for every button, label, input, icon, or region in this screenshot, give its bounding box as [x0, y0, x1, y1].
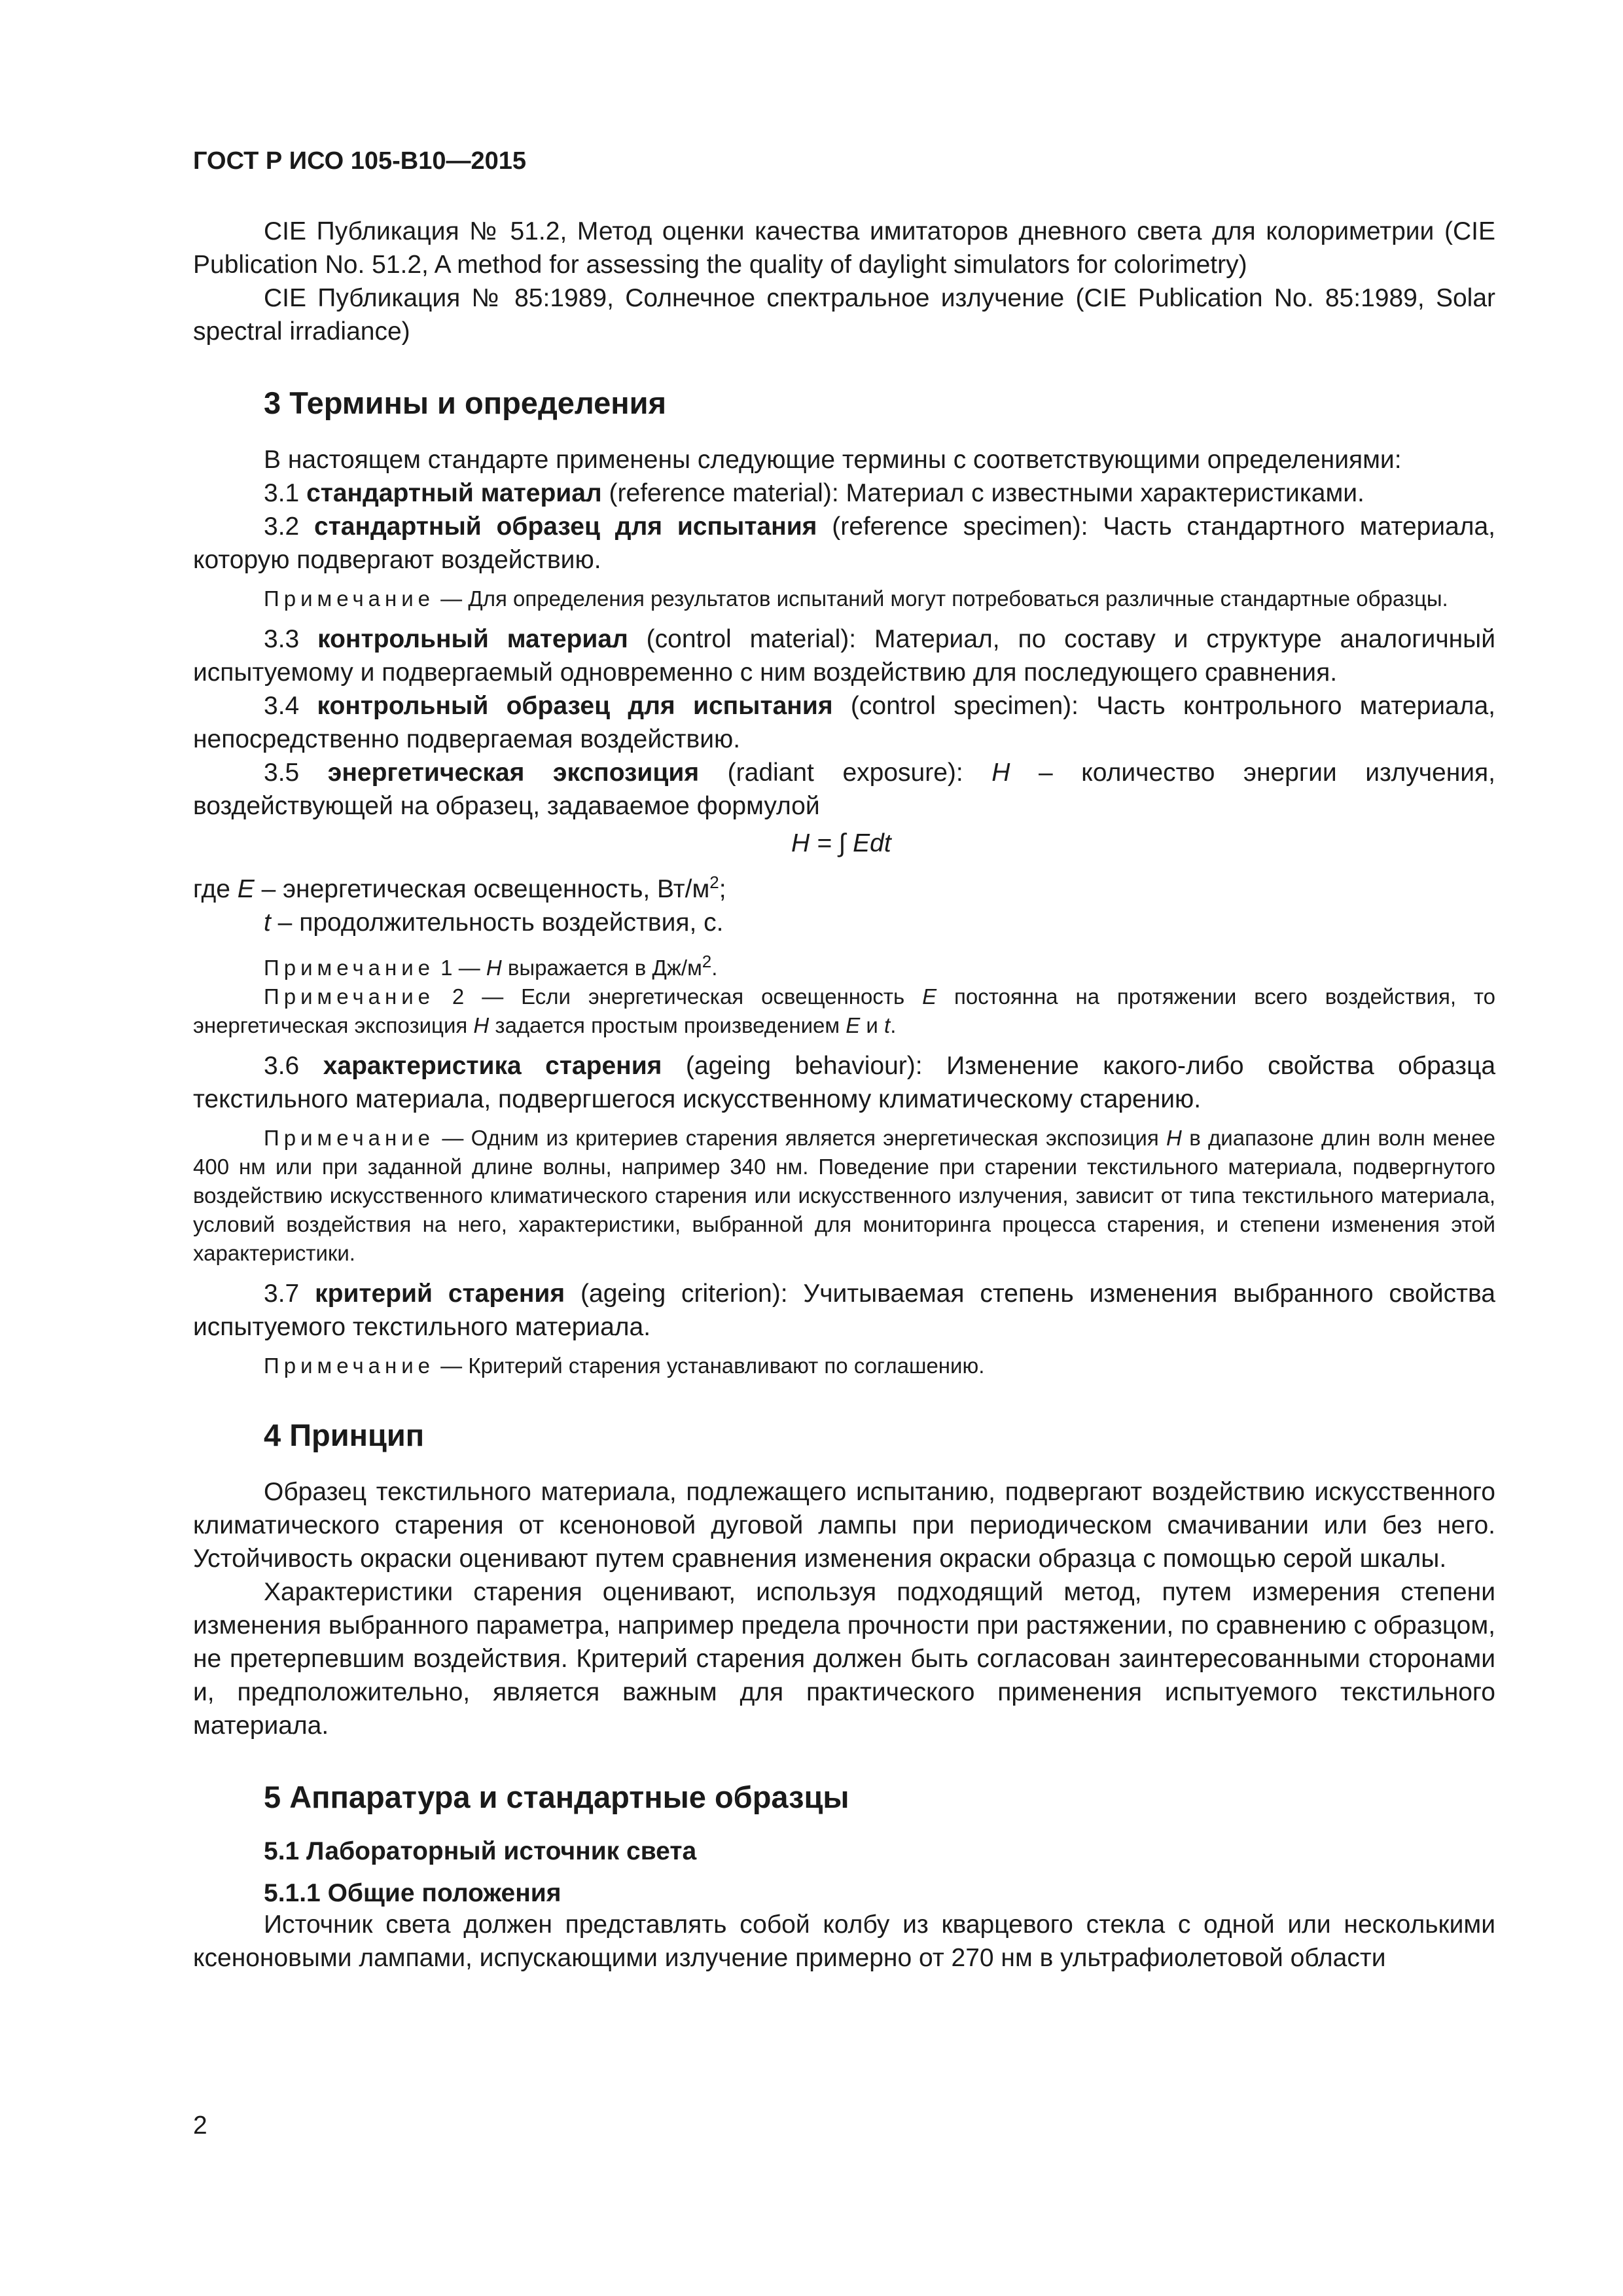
term-definition	[193, 756, 1495, 823]
note	[193, 982, 1495, 1040]
page-content	[193, 147, 1495, 1975]
term-number: 3.7	[264, 1280, 300, 1308]
note-text: Если энергетическая освещенность	[521, 984, 923, 1009]
term-definition	[193, 622, 1495, 689]
term-number: 3.1	[264, 479, 300, 507]
note-text: .	[890, 1013, 897, 1037]
note-label: Примечание	[264, 956, 435, 980]
note-text: выражается в Дж/м	[501, 956, 702, 980]
variable: H	[1166, 1126, 1182, 1150]
variable: H	[473, 1013, 490, 1037]
term-name: критерий старения	[315, 1280, 565, 1308]
term-definition	[193, 1049, 1495, 1116]
legend-text: ;	[719, 875, 726, 903]
variable: E	[846, 1013, 861, 1037]
subsection-heading: 5.1 Лабораторный источник света	[264, 1837, 697, 1865]
paragraph: Образец текстильного материала, подлежащего испытанию, подвергают воздействию искусственного климатического старения от ксеноновой дуговой лампы при периодическом смачивании или без него. Устойчивость окраски оценивают путем сравнения изменения окраски образца с помощью серой шкалы.	[193, 1478, 1495, 1573]
reference-item: CIE Публикация № 51.2, Метод оценки качества имитаторов дневного света для колориметрии (CIE Publication No. 51.2, A method for assessing the quality of daylight simulators for colorimetry)	[193, 217, 1495, 279]
term-text: (ageing behaviour): Изменение какого-либо свойства образца текстильного материала, подвергшегося искусственному климатическому старению.	[193, 1052, 1496, 1113]
note-text: постоянна на протяжении всего воздействия, то энергетическая экспозиция	[193, 984, 1496, 1037]
term-text: (ageing criterion): Учитываемая степень изменения выбранного свойства испытуемого текстильного материала.	[193, 1280, 1495, 1341]
note	[193, 1124, 1495, 1268]
variable: E	[922, 984, 937, 1009]
note-text: и	[860, 1013, 885, 1037]
term-name: стандартный материал	[306, 479, 602, 507]
term-name: контрольный образец для испытания	[317, 692, 833, 720]
term-number: 3.4	[264, 692, 300, 720]
note-text: в диапазоне длин волн менее 400 нм или при заданной длине волны, например 340 нм. Поведение при старении текстильного материала, подвергнутого воздействию искусственного климатического старения или искусственного излучения, зависит от типа текстильного материала, условий воздействия на него, характеристики, выбранной для мониторинга процесса старения, и степени изменения этой характеристики.	[193, 1126, 1495, 1265]
term-text: (control specimen): Часть контрольного материала, непосредственно подвергаемая воздействию.	[193, 692, 1495, 753]
note-text: .	[711, 956, 718, 980]
term-number: 3.6	[264, 1052, 300, 1080]
note-text: — Одним из критериев старения является энергетическая экспозиция	[435, 1126, 1167, 1150]
section-heading: 5 Аппаратура и стандартные образцы	[264, 1780, 849, 1814]
section-intro: В настоящем стандарте применены следующие термины с соответствующими определениями:	[264, 446, 1402, 474]
term-definition	[193, 689, 1495, 756]
legend-text: – энергетическая освещенность, Вт/м	[254, 875, 710, 903]
legend-text: – продолжительность воздействия, с.	[270, 908, 724, 937]
note-label: Примечание	[264, 1126, 435, 1150]
term-definition	[193, 476, 1495, 510]
variable: t	[264, 908, 271, 937]
note-text: задается простым произведением	[489, 1013, 846, 1037]
superscript: 2	[702, 952, 712, 971]
term-number: 3.5	[264, 759, 300, 787]
note-number: 2 —	[435, 984, 522, 1009]
term-definition	[193, 1277, 1495, 1344]
page-number: 2	[193, 2111, 207, 2140]
note	[193, 1352, 1495, 1380]
term-name: характеристика старения	[323, 1052, 662, 1080]
note-number: 1 —	[435, 956, 486, 980]
term-definition	[193, 510, 1495, 577]
formula: H = ∫ Edt	[791, 829, 891, 857]
term-name: контрольный материал	[317, 625, 628, 653]
formula-legend	[193, 906, 1495, 939]
note-text: — Критерий старения устанавливают по соглашению.	[435, 1354, 985, 1378]
term-text: (radiant exposure):	[699, 759, 992, 787]
section-heading: 3 Термины и определения	[264, 386, 666, 420]
term-name: энергетическая экспозиция	[327, 759, 700, 787]
paragraph: Характеристики старения оценивают, используя подходящий метод, путем измерения степени изменения выбранного параметра, например предела прочности при растяжении, по сравнению с образцом, не претерпевшим воздействия. Критерий старения должен быть согласован заинтересованными сторонами и, предположительно, является важным для практического применения испытуемого текстильного материала.	[193, 1578, 1495, 1740]
legend-prefix: где	[193, 875, 238, 903]
variable: E	[237, 875, 255, 903]
reference-item: CIE Публикация № 85:1989, Солнечное спектральное излучение (CIE Publication No. 85:1989, Solar spectral irradiance)	[193, 284, 1495, 346]
term-text: – количество энергии излучения, воздействующей на образец, задаваемое формулой	[193, 759, 1495, 820]
variable: H	[991, 759, 1010, 787]
term-number: 3.3	[264, 625, 300, 653]
document-code: ГОСТ Р ИСО 105-В10—2015	[193, 147, 526, 175]
subsubsection-heading: 5.1.1 Общие положения	[264, 1879, 562, 1907]
formula-legend	[193, 866, 1495, 906]
note	[193, 584, 1495, 613]
paragraph: Источник света должен представлять собой колбу из кварцевого стекла с одной или несколькими ксеноновыми лампами, испускающими излучение примерно от 270 нм в ультрафиолетовой области	[193, 1910, 1495, 1972]
superscript: 2	[709, 872, 719, 892]
note-label: Примечание	[264, 984, 435, 1009]
term-text: (control material): Материал, по составу и структуре аналогичный испытуемому и подвергаемый одновременно с ним воздействию для последующего сравнения.	[193, 625, 1495, 687]
term-text: (reference specimen): Часть стандартного материала, которую подвергают воздействию.	[193, 512, 1495, 574]
note-label: Примечание	[264, 586, 435, 611]
term-text: (reference material): Материал с известными характеристиками.	[601, 479, 1364, 507]
variable: t	[884, 1013, 891, 1037]
note	[193, 947, 1495, 982]
note-text: — Для определения результатов испытаний могут потребоваться различные стандартные образцы.	[435, 586, 1448, 611]
variable: H	[486, 956, 502, 980]
term-number: 3.2	[264, 512, 300, 541]
section-heading: 4 Принцип	[264, 1418, 425, 1452]
note-label: Примечание	[264, 1354, 435, 1378]
term-name: стандартный образец для испытания	[314, 512, 817, 541]
